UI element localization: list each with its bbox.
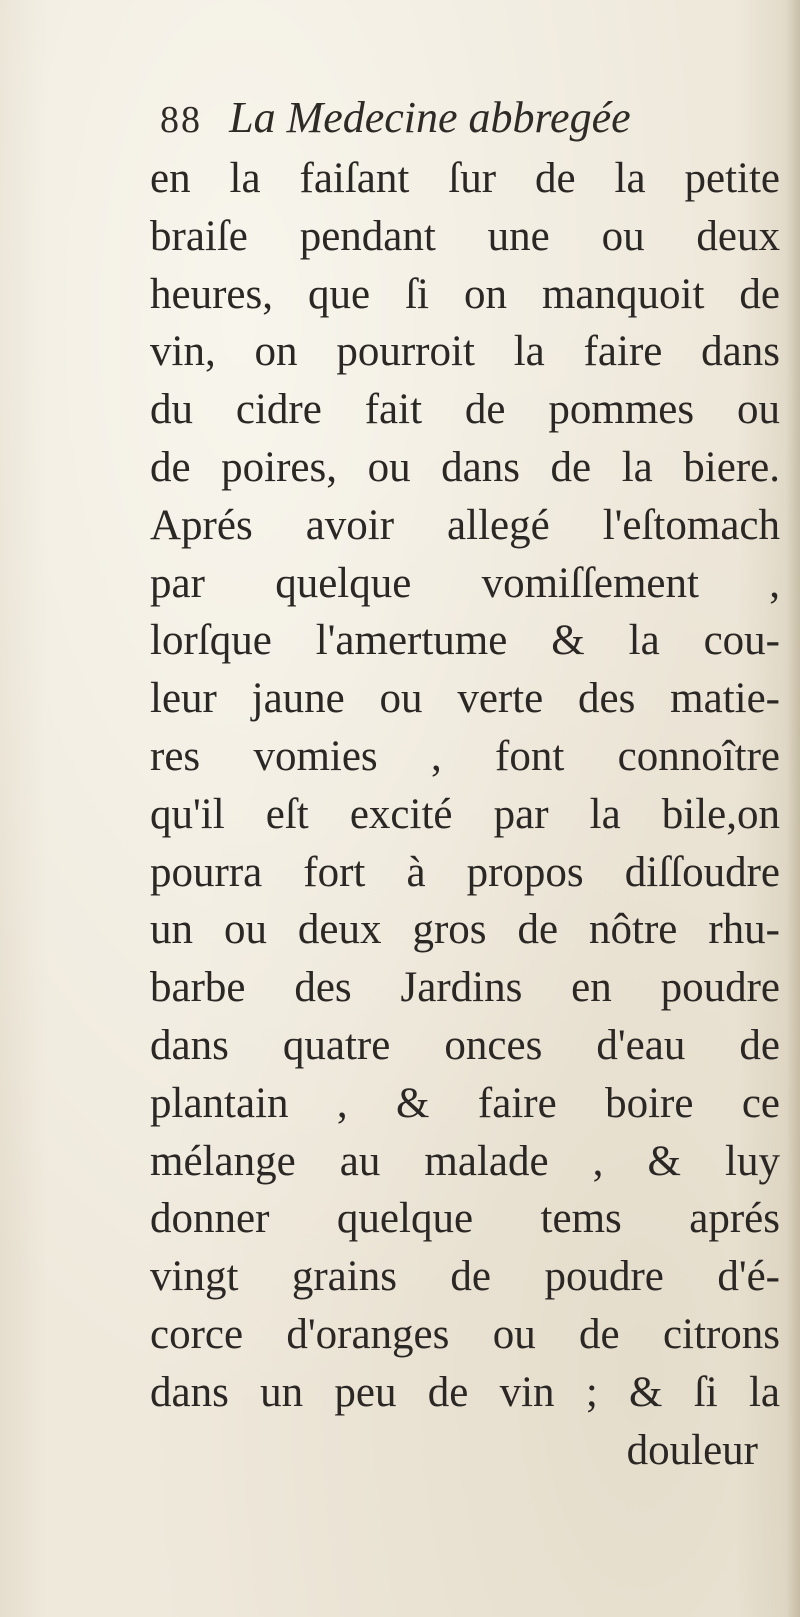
text-line: dans quatre onces d'eau de — [150, 1021, 780, 1069]
text-line: en la faiſant ſur de la petite — [150, 155, 780, 202]
text-line: un ou deux gros de nôtre rhu- — [150, 906, 780, 954]
text-line: plantain , & faire boire ce — [150, 1079, 780, 1127]
text-line: heures, que ſi on manquoit de — [150, 270, 780, 318]
text-line: corce d'oranges ou de citrons — [150, 1310, 780, 1358]
text-line: res vomies , font connoître — [150, 732, 780, 780]
text-line: du cidre fait de pommes ou — [150, 386, 780, 434]
text-line: vingt grains de poudre d'é- — [150, 1253, 780, 1301]
text-line: qu'il eſt excité par la bile,on — [150, 790, 780, 838]
text-line: barbe des Jardins en poudre — [150, 964, 780, 1012]
text-line: par quelque vomiſſement , — [150, 559, 780, 607]
page-edge-shadow — [786, 0, 800, 1617]
running-title: La Medecine abbregée — [229, 93, 631, 142]
text-line: dans un peu de vin ; & ſi la — [150, 1368, 780, 1416]
text-line: vin, on pourroit la faire dans — [150, 328, 780, 376]
text-line: mélange au malade , & luy — [150, 1137, 780, 1185]
text-line: lorſque l'amertume & la cou- — [150, 617, 780, 665]
text-line: Aprés avoir allegé l'eſtomach — [150, 501, 780, 549]
page-number: 88 — [160, 99, 202, 141]
text-line: de poires, ou dans de la biere. — [150, 443, 780, 491]
text-line: pourra fort à propos diſſoudre — [150, 848, 780, 896]
text-line: braiſe pendant une ou deux — [150, 212, 780, 260]
body-text — [150, 150, 780, 1479]
text-line: leur jaune ou verte des matie- — [150, 675, 780, 723]
text-line: donner quelque tems aprés — [150, 1195, 780, 1243]
page-header — [160, 92, 740, 152]
catchword: douleur — [626, 1426, 758, 1474]
